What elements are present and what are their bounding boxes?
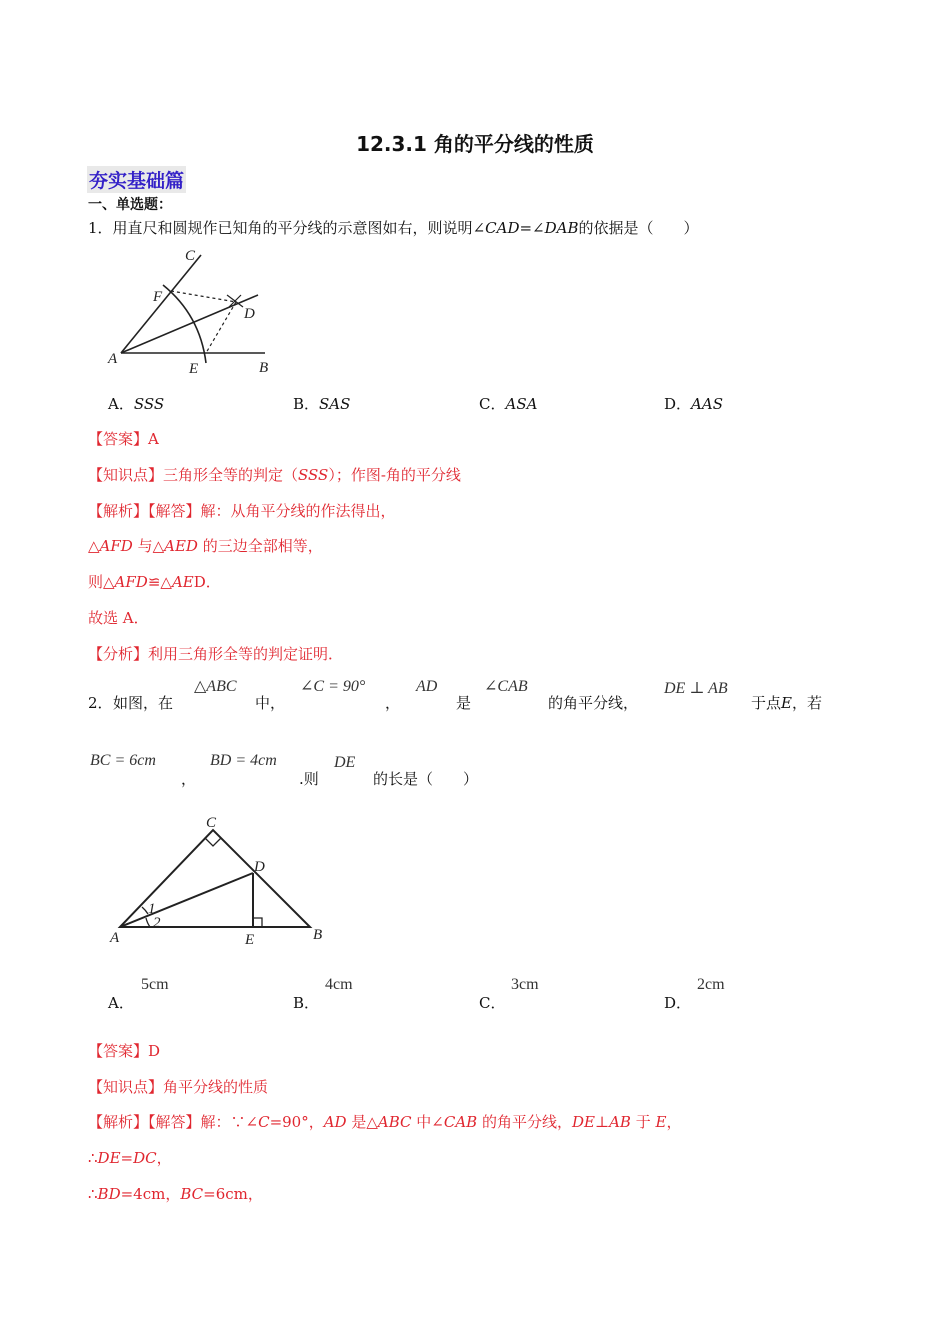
question-text: .则	[299, 770, 319, 788]
question-number: 1．	[88, 219, 113, 237]
label-b: B	[259, 360, 269, 376]
q1-summary: 【分析】利用三角形全等的判定证明．	[88, 645, 344, 663]
q1-answer: 【答案】A	[88, 430, 159, 448]
question-text: 如图，在	[113, 694, 174, 712]
question-text: 中，	[255, 694, 286, 712]
q2-answer: 【答案】D	[88, 1042, 161, 1060]
question-text: 用直尺和圆规作已知角的平分线的示意图如右，则说明	[112, 219, 473, 237]
angle-label-2: 2	[153, 915, 161, 931]
section-heading: 夯实基础篇	[87, 166, 186, 193]
question-text: ，	[181, 770, 197, 788]
angle-label-1: 1	[148, 901, 156, 917]
label-c: C	[206, 815, 217, 831]
label-e: E	[245, 932, 255, 948]
q2-option-a-value[interactable]: 5cm	[141, 976, 169, 993]
question-expression: ∠CAD=∠DAB	[472, 219, 579, 237]
math-expression: BD = 4cm	[210, 752, 277, 769]
right-angle-mark-e	[253, 918, 262, 927]
math-expression: ∠C = 90°	[300, 678, 366, 695]
label-a: A	[110, 930, 120, 946]
math-expression: DE ⊥ AB	[664, 680, 728, 697]
label-c: C	[185, 248, 196, 264]
q1-analysis-line-3: 则△AFD≌△AED．	[88, 573, 221, 591]
q2-analysis-line-3: ∴BD=4cm，BC=6cm，	[88, 1185, 263, 1203]
question-text: 于点E，若	[751, 694, 822, 712]
q1-option-a[interactable]: A．SSS	[108, 395, 165, 413]
q2-option-a-letter[interactable]: A．	[108, 994, 134, 1012]
q1-option-c[interactable]: C．ASA	[479, 395, 538, 413]
bisector-ad	[120, 873, 253, 927]
page-title: 12.3.1 角的平分线的性质	[356, 132, 594, 156]
q1-analysis-line-4: 故选 A．	[88, 609, 149, 627]
right-angle-mark-c	[205, 838, 221, 846]
q2-analysis: 【解析】【解答】解：∵∠C=90°，AD 是△ABC 中∠CAB 的角平分线，DE⊥AB 于 E，	[88, 1113, 682, 1131]
q2-knowledge: 【知识点】角平分线的性质	[88, 1078, 269, 1096]
label-e: E	[189, 361, 199, 377]
math-expression: △ABC	[194, 678, 237, 695]
q2-option-c-value[interactable]: 3cm	[511, 976, 539, 993]
math-expression: DE	[334, 754, 356, 771]
math-expression: ∠CAB	[484, 678, 528, 695]
q1-analysis-line-2: △AFD 与△AED 的三边全部相等，	[88, 537, 323, 555]
q1-knowledge: 【知识点】三角形全等的判定（SSS）；作图-角的平分线	[88, 466, 461, 484]
question-text: 的依据是（ ）	[578, 219, 699, 237]
label-b: B	[313, 927, 323, 943]
subsection-heading: 一、单选题：	[88, 197, 172, 213]
dashed-fd	[171, 291, 236, 302]
label-a: A	[108, 351, 118, 367]
question-1-stem	[88, 217, 699, 238]
q2-option-d-value[interactable]: 2cm	[697, 976, 725, 993]
label-f: F	[153, 289, 163, 305]
dashed-de	[206, 302, 236, 353]
math-expression: BC = 6cm	[90, 752, 156, 769]
angle-arc	[146, 918, 150, 927]
label-d: D	[244, 306, 255, 322]
question-text: 的角平分线，	[548, 694, 639, 712]
q1-option-b[interactable]: B．SAS	[293, 395, 351, 413]
q2-option-b-letter[interactable]: B．	[293, 994, 320, 1012]
q1-analysis: 【解析】【解答】解：从角平分线的作法得出，	[88, 502, 396, 520]
q2-analysis-line-2: ∴DE=DC，	[88, 1149, 172, 1167]
bisector-ad	[121, 295, 258, 353]
q2-option-c-letter[interactable]: C．	[479, 994, 506, 1012]
math-expression: AD	[416, 678, 438, 695]
question-text: ，	[385, 694, 401, 712]
question-text: 是	[456, 694, 472, 712]
question-text: 的长是（ ）	[373, 770, 479, 788]
question-number: 2．	[88, 694, 113, 712]
right-triangle-figure	[108, 810, 333, 950]
angle-bisector-figure	[105, 245, 295, 380]
q2-option-b-value[interactable]: 4cm	[325, 976, 353, 993]
arc-fe	[163, 285, 206, 363]
q2-option-d-letter[interactable]: D．	[664, 994, 692, 1012]
q1-option-d[interactable]: D．AAS	[664, 395, 723, 413]
label-d: D	[254, 859, 265, 875]
